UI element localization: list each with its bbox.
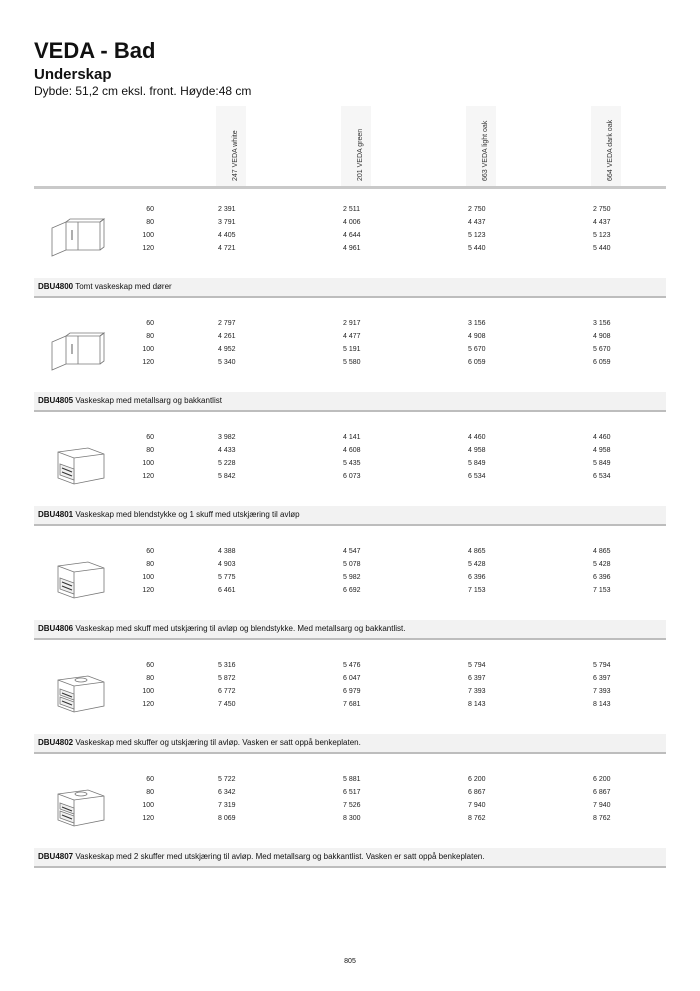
price-cell: 4 644	[343, 232, 361, 239]
width-cell: 100	[142, 802, 154, 809]
price-row	[0, 333, 700, 346]
price-cell: 6 867	[468, 789, 486, 796]
price-cell: 3 156	[468, 320, 486, 327]
product-description	[38, 852, 484, 861]
section-divider	[34, 866, 666, 868]
width-cell: 120	[142, 815, 154, 822]
price-cell: 6 342	[218, 789, 236, 796]
product-description-text: Vaskeskap med skuff med utskjæring til avløp og blendstykke. Med metallsarg og bakkantlist.	[73, 624, 406, 633]
price-cell: 2 750	[468, 206, 486, 213]
price-cell: 5 881	[343, 776, 361, 783]
price-cell: 6 517	[343, 789, 361, 796]
page-title: VEDA - Bad	[34, 38, 156, 63]
price-cell: 5 722	[218, 776, 236, 783]
price-cell: 6 979	[343, 688, 361, 695]
price-cell: 5 340	[218, 359, 236, 366]
width-cell: 100	[142, 232, 154, 239]
price-cell: 2 750	[593, 206, 611, 213]
price-cell: 4 437	[593, 219, 611, 226]
price-cell: 6 396	[468, 574, 486, 581]
price-cell: 6 059	[468, 359, 486, 366]
price-cell: 7 153	[593, 587, 611, 594]
column-header: 201 VEDA green	[357, 128, 364, 181]
product-description	[38, 738, 361, 747]
price-row	[0, 789, 700, 802]
price-cell: 4 908	[593, 333, 611, 340]
width-cell: 80	[146, 675, 154, 682]
price-cell: 4 388	[218, 548, 236, 555]
price-cell: 7 940	[468, 802, 486, 809]
price-cell: 4 865	[468, 548, 486, 555]
price-cell: 4 477	[343, 333, 361, 340]
product-code: DBU4807	[38, 852, 74, 861]
section-subtitle: Underskap	[34, 66, 112, 83]
product-description-text: Vaskeskap med blendstykke og 1 skuff med utskjæring til avløp	[73, 510, 300, 519]
section-divider	[34, 752, 666, 754]
width-cell: 80	[146, 219, 154, 226]
price-cell: 4 908	[468, 333, 486, 340]
product-description-text: Vaskeskap med skuffer og utskjæring til avløp. Vasken er satt oppå benkeplaten.	[73, 738, 361, 747]
price-cell: 3 791	[218, 219, 236, 226]
product-description-text: Vaskeskap med metallsarg og bakkantlist	[73, 396, 222, 405]
price-cell: 5 794	[593, 662, 611, 669]
price-row	[0, 587, 700, 600]
price-cell: 8 143	[593, 701, 611, 708]
price-cell: 6 200	[468, 776, 486, 783]
price-row	[0, 219, 700, 232]
price-cell: 2 917	[343, 320, 361, 327]
price-cell: 5 428	[468, 561, 486, 568]
price-cell: 3 156	[593, 320, 611, 327]
price-cell: 8 762	[468, 815, 486, 822]
product-description	[38, 282, 172, 291]
price-cell: 6 047	[343, 675, 361, 682]
width-cell: 80	[146, 561, 154, 568]
price-cell: 7 393	[468, 688, 486, 695]
price-cell: 6 073	[343, 473, 361, 480]
price-cell: 4 460	[468, 434, 486, 441]
price-cell: 8 762	[593, 815, 611, 822]
price-cell: 4 903	[218, 561, 236, 568]
width-cell: 120	[142, 245, 154, 252]
section-divider	[34, 524, 666, 526]
price-row	[0, 346, 700, 359]
price-row	[0, 662, 700, 675]
price-cell: 8 300	[343, 815, 361, 822]
price-cell: 6 397	[468, 675, 486, 682]
product-code: DBU4802	[38, 738, 74, 747]
price-row	[0, 245, 700, 258]
price-cell: 7 319	[218, 802, 236, 809]
price-row	[0, 473, 700, 486]
width-cell: 60	[146, 548, 154, 555]
price-row	[0, 447, 700, 460]
column-header: 247 VEDA white	[232, 130, 239, 181]
price-row	[0, 434, 700, 447]
price-cell: 7 153	[468, 587, 486, 594]
width-cell: 100	[142, 346, 154, 353]
price-cell: 5 123	[593, 232, 611, 239]
price-cell: 6 692	[343, 587, 361, 594]
product-description	[38, 510, 300, 519]
price-cell: 5 670	[468, 346, 486, 353]
width-cell: 60	[146, 776, 154, 783]
price-row	[0, 688, 700, 701]
width-cell: 60	[146, 206, 154, 213]
width-cell: 80	[146, 789, 154, 796]
price-cell: 5 123	[468, 232, 486, 239]
width-cell: 120	[142, 359, 154, 366]
price-cell: 2 511	[343, 206, 360, 213]
price-row	[0, 359, 700, 372]
price-cell: 6 534	[593, 473, 611, 480]
price-cell: 5 476	[343, 662, 361, 669]
product-code: DBU4805	[38, 396, 74, 405]
width-cell: 80	[146, 447, 154, 454]
price-cell: 4 958	[593, 447, 611, 454]
price-row	[0, 232, 700, 245]
section-divider	[34, 638, 666, 640]
width-cell: 100	[142, 574, 154, 581]
product-section	[0, 310, 700, 424]
width-cell: 100	[142, 460, 154, 467]
product-section	[0, 538, 700, 652]
price-cell: 4 437	[468, 219, 486, 226]
price-cell: 3 982	[218, 434, 236, 441]
column-header: 663 VEDA light oak	[482, 120, 489, 181]
price-cell: 5 580	[343, 359, 361, 366]
price-cell: 5 849	[468, 460, 486, 467]
width-cell: 60	[146, 320, 154, 327]
price-cell: 4 141	[343, 434, 361, 441]
price-cell: 6 059	[593, 359, 611, 366]
product-code: DBU4800	[38, 282, 74, 291]
price-cell: 7 681	[343, 701, 361, 708]
price-row	[0, 460, 700, 473]
price-cell: 6 396	[593, 574, 611, 581]
width-cell: 60	[146, 662, 154, 669]
product-description	[38, 396, 222, 405]
width-cell: 120	[142, 701, 154, 708]
price-cell: 4 961	[343, 245, 361, 252]
price-cell: 5 982	[343, 574, 361, 581]
price-cell: 5 775	[218, 574, 236, 581]
price-cell: 5 078	[343, 561, 361, 568]
header-divider	[34, 186, 666, 189]
price-row	[0, 561, 700, 574]
dimensions-note: Dybde: 51,2 cm eksl. front. Høyde:48 cm	[34, 84, 252, 98]
price-cell: 4 958	[468, 447, 486, 454]
price-cell: 5 670	[593, 346, 611, 353]
page-number: 805	[344, 958, 356, 965]
price-cell: 4 721	[218, 245, 236, 252]
price-cell: 2 797	[218, 320, 236, 327]
price-cell: 4 547	[343, 548, 361, 555]
price-cell: 4 405	[218, 232, 236, 239]
price-cell: 4 261	[218, 333, 236, 340]
width-cell: 100	[142, 688, 154, 695]
price-cell: 5 849	[593, 460, 611, 467]
price-cell: 6 200	[593, 776, 611, 783]
column-header: 664 VEDA dark oak	[607, 119, 614, 181]
price-cell: 4 006	[343, 219, 361, 226]
price-row	[0, 548, 700, 561]
price-cell: 5 435	[343, 460, 361, 467]
price-cell: 5 440	[593, 245, 611, 252]
price-cell: 4 433	[218, 447, 236, 454]
product-section	[0, 766, 700, 880]
price-row	[0, 206, 700, 219]
price-row	[0, 776, 700, 789]
price-cell: 4 865	[593, 548, 611, 555]
price-row	[0, 701, 700, 714]
product-code: DBU4806	[38, 624, 74, 633]
price-cell: 5 228	[218, 460, 236, 467]
price-cell: 5 842	[218, 473, 236, 480]
price-cell: 4 460	[593, 434, 611, 441]
width-cell: 120	[142, 473, 154, 480]
price-cell: 7 526	[343, 802, 361, 809]
price-cell: 6 867	[593, 789, 611, 796]
width-cell: 60	[146, 434, 154, 441]
price-cell: 7 450	[218, 701, 236, 708]
width-cell: 120	[142, 587, 154, 594]
price-cell: 5 794	[468, 662, 486, 669]
price-cell: 8 069	[218, 815, 236, 822]
product-section	[0, 196, 700, 310]
section-divider	[34, 410, 666, 412]
price-cell: 6 397	[593, 675, 611, 682]
price-cell: 4 952	[218, 346, 236, 353]
price-cell: 8 143	[468, 701, 486, 708]
price-cell: 5 428	[593, 561, 611, 568]
price-row	[0, 320, 700, 333]
price-cell: 5 872	[218, 675, 236, 682]
product-section	[0, 424, 700, 538]
product-section	[0, 652, 700, 766]
product-description-text: Tomt vaskeskap med dører	[73, 282, 172, 291]
product-description	[38, 624, 405, 633]
price-cell: 6 772	[218, 688, 236, 695]
price-cell: 7 940	[593, 802, 611, 809]
price-row	[0, 802, 700, 815]
price-cell: 6 534	[468, 473, 486, 480]
product-code: DBU4801	[38, 510, 74, 519]
width-cell: 80	[146, 333, 154, 340]
price-cell: 4 608	[343, 447, 361, 454]
price-cell: 2 391	[218, 206, 236, 213]
price-cell: 6 461	[218, 587, 236, 594]
price-row	[0, 574, 700, 587]
product-description-text: Vaskeskap med 2 skuffer med utskjæring til avløp. Med metallsarg og bakkantlist. Vasken er satt oppå benkeplaten.	[73, 852, 485, 861]
price-row	[0, 675, 700, 688]
price-row	[0, 815, 700, 828]
price-cell: 5 316	[218, 662, 236, 669]
price-cell: 7 393	[593, 688, 611, 695]
section-divider	[34, 296, 666, 298]
price-cell: 5 191	[343, 346, 361, 353]
price-cell: 5 440	[468, 245, 486, 252]
